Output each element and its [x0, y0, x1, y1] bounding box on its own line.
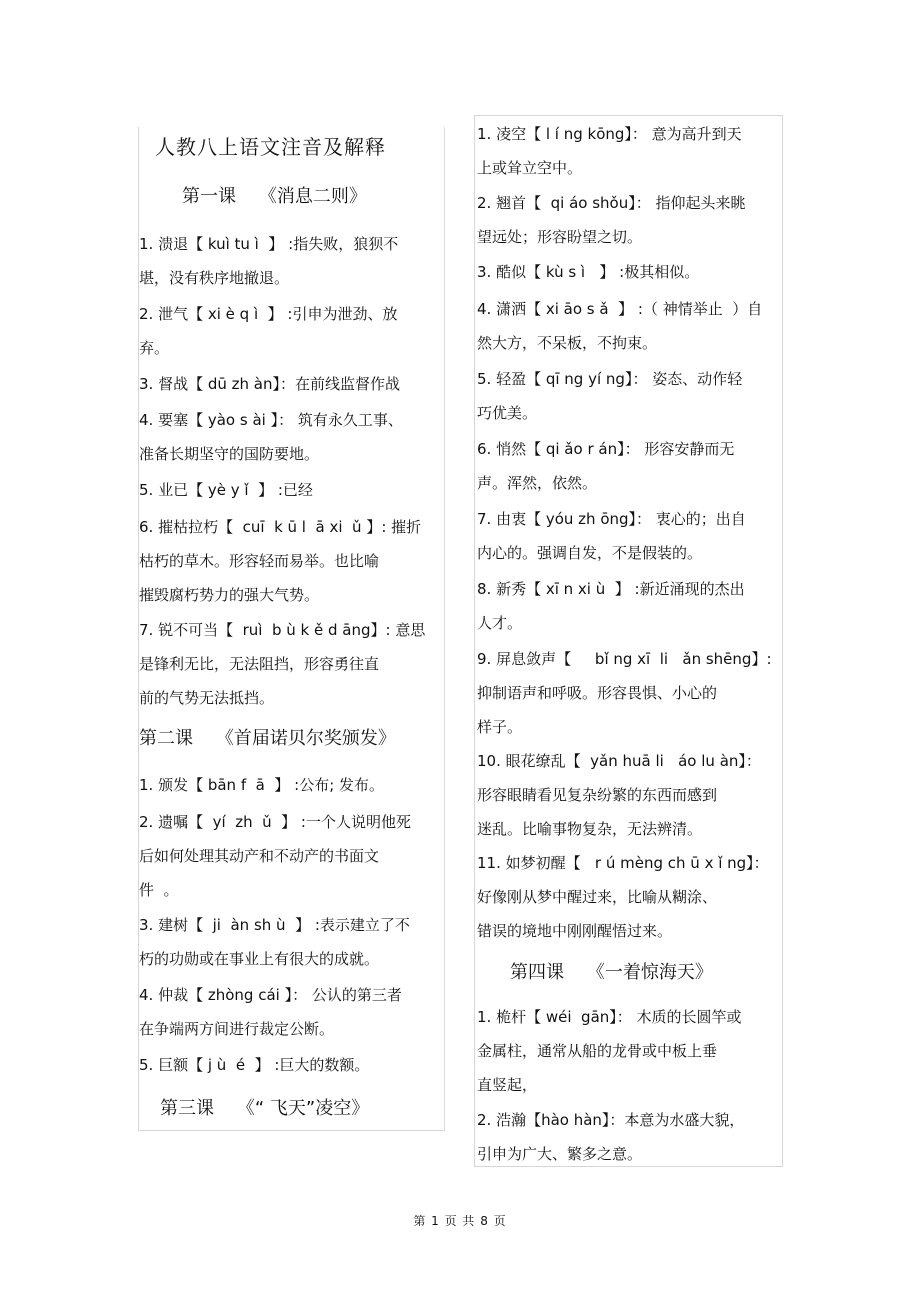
entry-line: 上或耸立空中。 [477, 159, 583, 177]
entry-line: 然大方，不呆板，不拘束。 [477, 334, 658, 352]
entry-line: 形容眼睛看见复杂纷繁的东西而感到 [477, 786, 718, 804]
entry-line: 好像刚从梦中醒过来，比喻从糊涂、 [477, 888, 718, 906]
entry-line: 7. 锐不可当【 ruì b ù k ě d āng】: 意思 [139, 621, 426, 639]
entry-line: 准备长期坚守的国防要地。 [139, 445, 320, 463]
entry-line: 人才。 [477, 614, 523, 632]
entry-line: 10. 眼花缭乱【 yǎn huā li áo lu àn】： [477, 752, 761, 770]
entry-line: 后如何处理其动产和不动产的书面文 [139, 847, 380, 865]
entry-line: 3. 督战【 dū zh àn】：在前线监督作战 [139, 375, 400, 393]
entry-line: 枯朽的草木。形容轻而易举。也比喻 [139, 552, 380, 570]
entry-line: 6. 悄然【 qi ǎo r án】： 形容安静而无 [477, 440, 735, 458]
entry-kuitui [139, 227, 398, 295]
entry-qingying [477, 362, 742, 430]
entry-ju-e [139, 1048, 369, 1082]
entry-line: 4. 仲裁【 zhòng cái 】： 公认的第三者 [139, 986, 402, 1004]
entry-line: 前的气势无法抵挡。 [139, 689, 275, 707]
entry-line: 直竖起， [477, 1076, 538, 1094]
entry-line: 朽的功勋或在事业上有很大的成就。 [139, 950, 380, 968]
entry-jianshu [139, 908, 410, 976]
entry-line: 内心的。强调自发，不是假装的。 [477, 544, 703, 562]
entry-line: 在争端两方间进行裁定公断。 [139, 1020, 335, 1038]
lesson-heading-2: 第二课 《首届诺贝尔奖颁发》 [139, 728, 396, 749]
entry-line: 3. 建树【 ji àn sh ù 】 :表示建立了不 [139, 916, 410, 934]
entry-xieqi [139, 297, 397, 365]
entry-line: 摧毁腐朽势力的强大气势。 [139, 586, 320, 604]
lesson-heading-1: 第一课 《消息二则》 [182, 186, 367, 207]
entry-qiaoran [477, 432, 734, 500]
entry-line: 抑制语声和呼吸。形容畏惧、小心的 [477, 684, 718, 702]
entry-line: 堪，没有秩序地撤退。 [139, 269, 290, 287]
entry-line: 5. 业已【 yè y ǐ 】 :已经 [139, 481, 313, 499]
entry-line: 1. 凌空【 l í ng kōng】： 意为高升到天 [477, 125, 742, 143]
entry-xinxiu [477, 572, 745, 640]
entry-line: 望远处；形容盼望之切。 [477, 228, 643, 246]
entry-line: 错误的境地中刚刚醒悟过来。 [477, 922, 673, 940]
entry-line: 3. 酷似【 kù s ì 】 :极其相似。 [477, 263, 700, 281]
entry-line: 样子。 [477, 718, 523, 736]
entry-line: 7. 由衷【 yóu zh ōng】： 衷心的；出自 [477, 510, 746, 528]
entry-yizhu [139, 805, 411, 907]
lesson-heading-4: 第四课 《一着惊海天》 [510, 962, 713, 983]
entry-line: 4. 潇洒【 xi āo s ǎ 】 :（ 神情举止 ）自 [477, 300, 763, 318]
entry-line: 1. 溃退【 kuì tu ì 】 :指失败，狼狈不 [139, 235, 399, 253]
entry-lingkong [477, 117, 742, 185]
entry-line: 引申为广大、繁多之意。 [477, 1145, 643, 1163]
entry-line: 弃。 [139, 339, 170, 357]
entry-line: 2. 泄气【 xi è q ì 】 :引申为泄劲、放 [139, 305, 398, 323]
entry-youzhong [477, 502, 746, 570]
entry-line: 5. 巨额【 j ù é 】 :巨大的数额。 [139, 1056, 370, 1074]
entry-qiaoshou [477, 186, 746, 254]
entry-line: 2. 翘首【 qi áo shǒu】： 指仰起头来眺 [477, 194, 746, 212]
entry-weigan [477, 1000, 742, 1102]
entry-line: 1. 桅杆【 wéi gān】： 木质的长圆竿或 [477, 1008, 742, 1026]
entry-xiaosa [477, 292, 762, 360]
entry-line: 1. 颁发【 bān f ā 】 :公布; 发布。 [139, 776, 385, 794]
page-footer: 第 1 页 共 8 页 [413, 1214, 507, 1228]
entry-zhongcai [139, 978, 402, 1046]
entry-line: 2. 遗嘱【 yí zh ǔ 】 :一个人说明他死 [139, 813, 411, 831]
entry-bingxilianshen [477, 642, 772, 744]
entry-duzhan [139, 367, 400, 401]
entry-line: 8. 新秀【 xī n xi ù 】 :新近涌现的杰出 [477, 580, 745, 598]
entry-yeyi [139, 473, 313, 507]
entry-haohan [477, 1103, 744, 1171]
entry-line: 声。浑然，依然。 [477, 474, 598, 492]
entry-line: 2. 浩瀚【hào hàn】：本意为水盛大貌， [477, 1111, 745, 1129]
entry-line: 5. 轻盈【 qī ng yí ng】： 姿态、动作轻 [477, 370, 743, 388]
entry-cuikulaxiu [139, 510, 421, 612]
entry-line: 件 。 [139, 881, 179, 899]
entry-line: 6. 摧枯拉朽【 cuī k ū l ā xi ǔ 】: 摧折 [139, 518, 422, 536]
entry-line: 迷乱。比喻事物复杂，无法辨清。 [477, 820, 703, 838]
entry-line: 巧优美。 [477, 404, 538, 422]
entry-line: 11. 如梦初醒【 r ú mèng ch ū x ǐ ng】： [477, 854, 769, 872]
entry-line: 是锋利无比，无法阻挡，形容勇往直 [139, 655, 380, 673]
entry-line: 4. 要塞【 yào s ài 】： 筑有永久工事、 [139, 411, 403, 429]
entry-yanhualiaoluan [477, 744, 761, 846]
entry-ruibukedang [139, 613, 425, 715]
entry-rumengchuxing [477, 846, 769, 948]
entry-banfa [139, 768, 384, 802]
entry-kusi [477, 255, 699, 289]
document-title: 人教八上语文注音及解释 [155, 135, 386, 159]
entry-yaosai [139, 403, 403, 471]
entry-line: 9. 屏息敛声【 bǐ ng xī li ǎn shēng】: [477, 650, 772, 668]
lesson-heading-3: 第三课 《“ 飞天”凌空》 [160, 1098, 370, 1119]
entry-line: 金属柱，通常从船的龙骨或中板上垂 [477, 1042, 718, 1060]
